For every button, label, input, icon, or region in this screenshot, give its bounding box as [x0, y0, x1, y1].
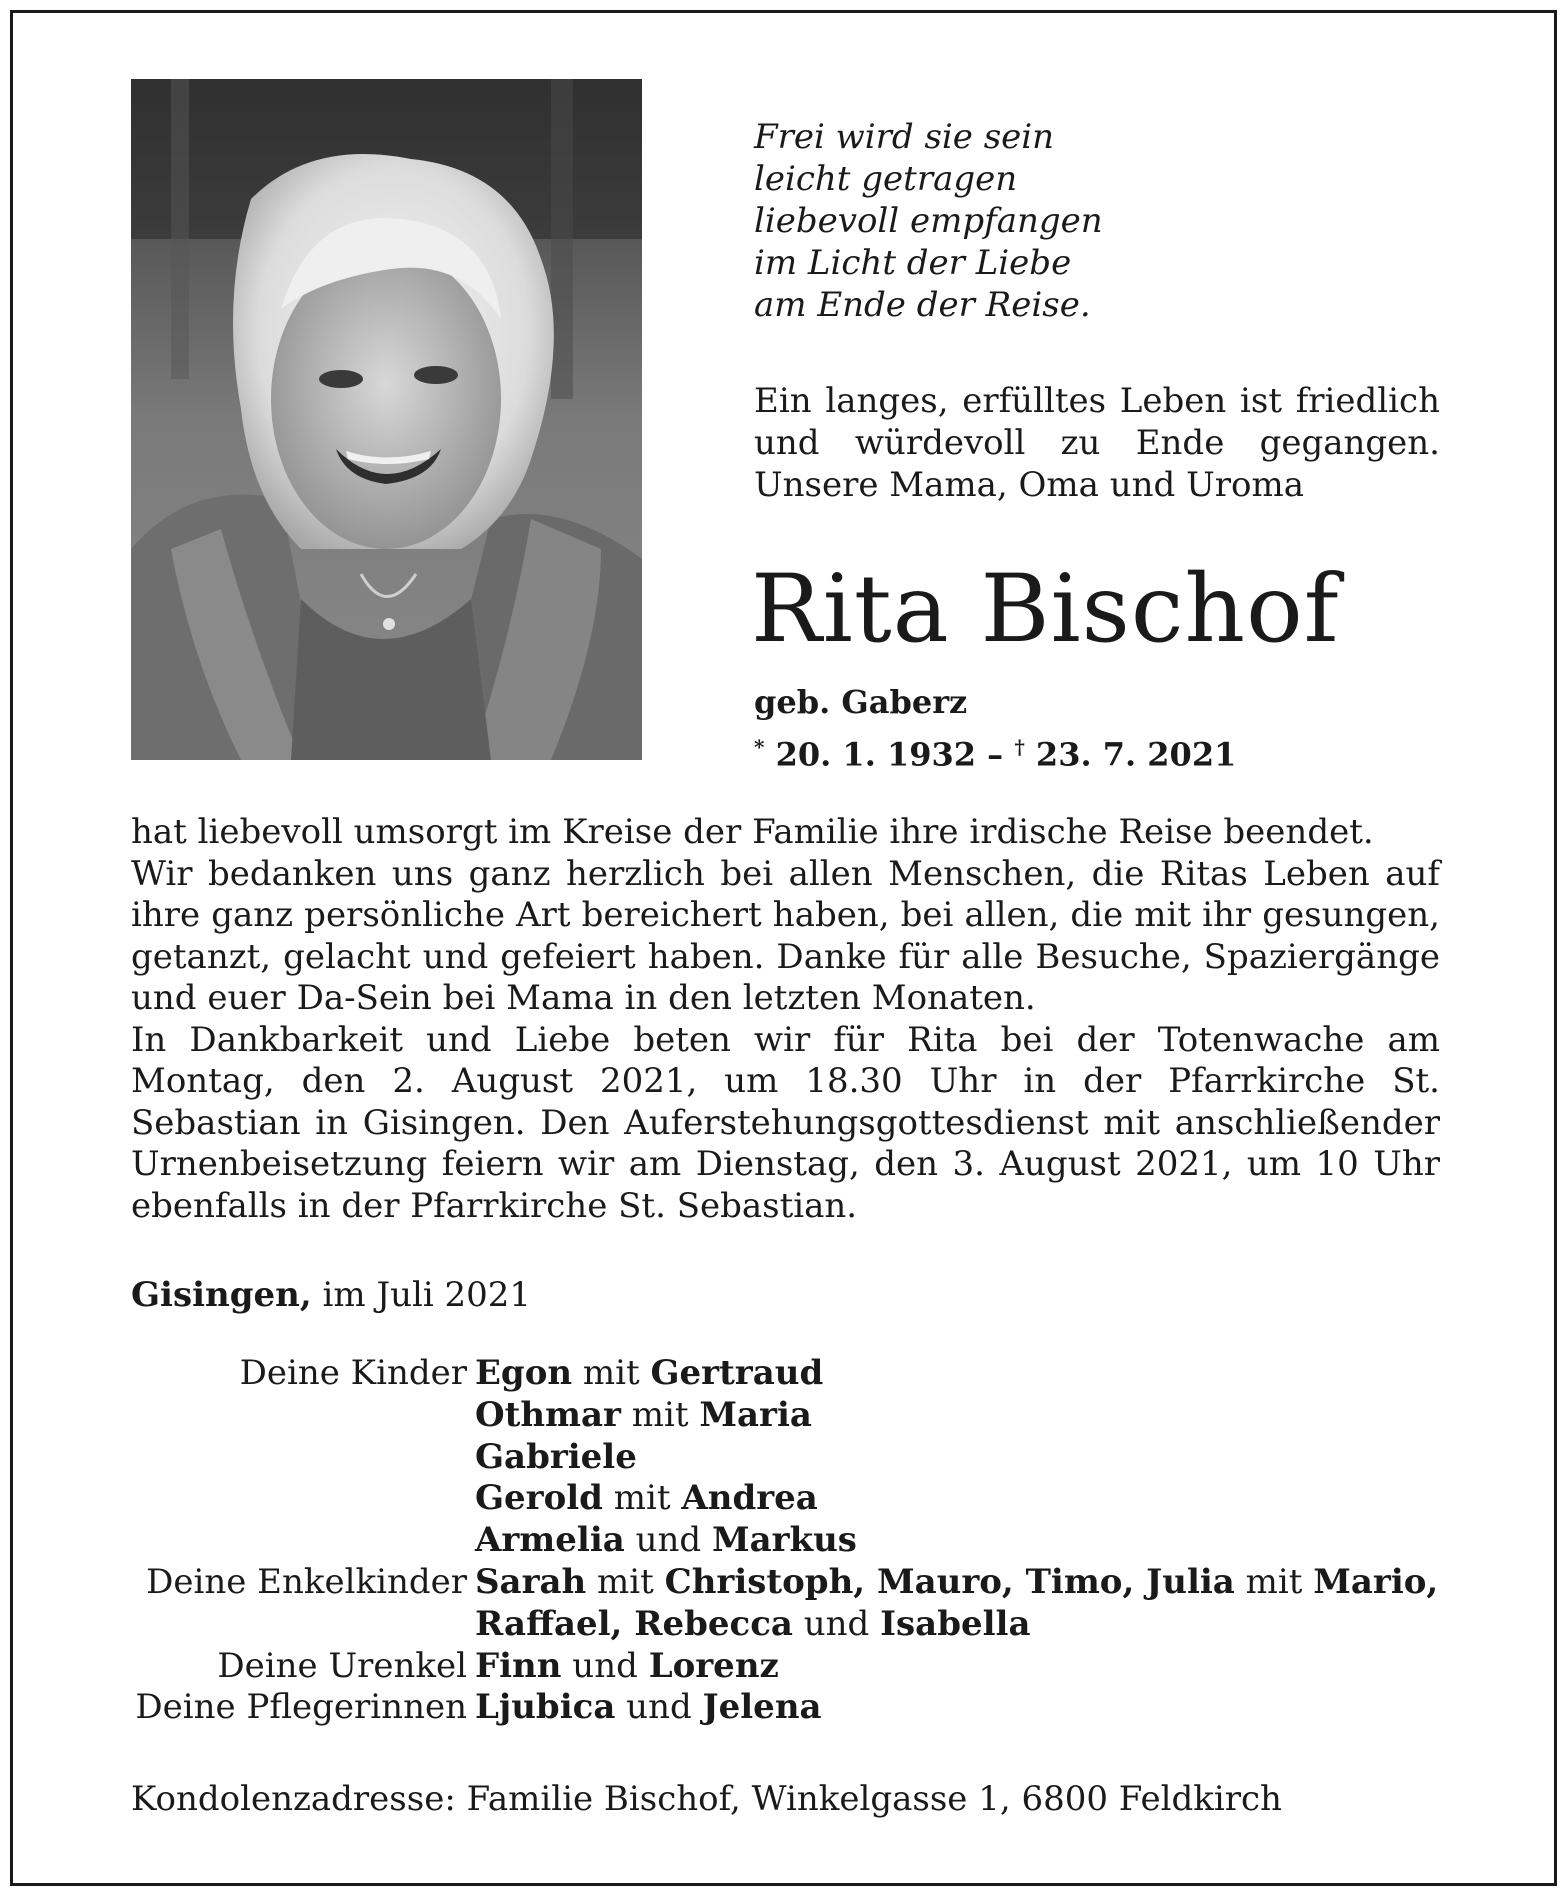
body-text: [131, 812, 1440, 1227]
family-connector: mit: [1234, 1561, 1314, 1602]
family-role-label: [131, 1437, 475, 1479]
birth-name: geb. Gaberz: [754, 683, 968, 721]
family-role-label: [131, 1478, 475, 1520]
family-member-name: Othmar: [475, 1394, 621, 1435]
family-names: [475, 1562, 1475, 1604]
condolence-address: Kondolenzadresse: Familie Bischof, Winkelgasse 1, 6800 Feldkirch: [131, 1779, 1282, 1819]
intro-text: Ein langes, erfülltes Leben ist friedlich und würdevoll zu Ende gegangen. Unsere Mama, Oma und Uroma: [754, 381, 1440, 505]
family-member-name: Jelena: [702, 1687, 822, 1728]
family-member-name: Markus: [711, 1520, 857, 1561]
place-date-line: [131, 1274, 531, 1316]
family-member-name: Ljubica: [475, 1687, 616, 1728]
family-names: [475, 1687, 1475, 1729]
family-member-name: Mario,: [1313, 1561, 1439, 1602]
date-separator: –: [987, 735, 1004, 774]
body-paragraph: In Dankbarkeit und Liebe beten wir für Rita bei der Totenwache am Montag, den 2. August 2021, um 18.30 Uhr in der Pfarrkirche St. Sebastian in Gisingen. Den Auferstehungsgottesdienst mit anschließender Urnenbeisetzung feiern wir am Dienstag, den 3. August 2021, um 10 Uhr ebenfalls in der Pfarrkirche St. Sebastian.: [131, 1019, 1440, 1226]
family-member-name: Christoph, Mauro, Timo, Julia: [664, 1561, 1235, 1602]
family-role-label: Deine Pflegerinnen: [135, 1687, 467, 1728]
family-names: [475, 1604, 1475, 1646]
family-role-label: Deine Kinder: [239, 1353, 467, 1393]
family-connector: mit: [602, 1478, 682, 1519]
family-connector: und: [561, 1645, 649, 1686]
body-paragraph: hat liebevoll umsorgt im Kreise der Familie ihre irdische Reise beendet.: [131, 812, 1374, 852]
portrait-image-icon: [131, 79, 642, 760]
family-member-name: Gertraud: [650, 1353, 824, 1393]
family-group-kinder-row: [131, 1353, 1475, 1395]
family-list: [131, 1353, 1475, 1729]
family-member-name: Lorenz: [648, 1645, 779, 1686]
family-member-name: Raffael, Rebecca: [475, 1603, 793, 1644]
family-role-label: [131, 1395, 475, 1437]
family-group-enkel-row: [131, 1604, 1475, 1646]
family-role-label: [131, 1604, 475, 1646]
life-dates: [754, 726, 1236, 776]
family-names: [475, 1395, 1475, 1437]
family-connector: mit: [620, 1394, 700, 1435]
family-group-enkel-row: [131, 1562, 1475, 1604]
family-member-name: Gerold: [475, 1478, 603, 1519]
family-connector: mit: [586, 1561, 665, 1602]
family-member-name: Finn: [475, 1645, 562, 1686]
death-cross-icon: †: [1014, 735, 1025, 759]
family-connector: und: [624, 1520, 712, 1561]
family-member-name: Isabella: [880, 1603, 1031, 1644]
family-group-kinder-row: [131, 1520, 1475, 1562]
poem: Frei wird sie sein leicht getragen liebevoll empfangen im Licht der Liebe am Ende der Reise.: [754, 117, 1103, 325]
deceased-name: Rita Bischof: [751, 555, 1340, 664]
family-group-pfleger-row: [131, 1687, 1475, 1729]
birth-date: 20. 1. 1932: [775, 735, 977, 774]
family-connector: und: [792, 1603, 881, 1644]
family-connector: und: [615, 1687, 703, 1728]
family-group-kinder-row: [131, 1437, 1475, 1479]
family-names: [475, 1646, 1475, 1688]
family-member-name: Gabriele: [475, 1436, 637, 1477]
date-line: im Juli 2021: [322, 1275, 532, 1315]
family-member-name: Maria: [699, 1394, 812, 1435]
family-role-label: [131, 1520, 475, 1562]
family-names: [475, 1437, 1475, 1479]
family-member-name: Andrea: [681, 1478, 818, 1519]
family-names: [475, 1478, 1475, 1520]
place: Gisingen,: [131, 1275, 312, 1315]
family-role-label: Deine Enkelkinder: [146, 1561, 467, 1602]
family-role-label: Deine Urenkel: [217, 1645, 467, 1686]
body-paragraph: Wir bedanken uns ganz herzlich bei allen Menschen, die Ritas Leben auf ihre ganz persönliche Art bereichert haben, bei allen, die mit ihr gesungen, getanzt, gelacht und gefeiert haben. Danke für alle Besuche, Spaziergänge und euer Da-Sein bei Mama in den letzten Monaten.: [131, 853, 1440, 1018]
death-date: 23. 7. 2021: [1035, 735, 1237, 774]
family-group-kinder-row: [131, 1478, 1475, 1520]
family-connector: mit: [572, 1353, 651, 1393]
family-member-name: Armelia: [475, 1520, 625, 1561]
family-member-name: Sarah: [475, 1561, 587, 1602]
portrait-photo: [131, 79, 642, 760]
family-names: [475, 1520, 1475, 1562]
family-names: [475, 1353, 1475, 1395]
family-group-urenkel-row: [131, 1646, 1475, 1688]
family-member-name: Egon: [475, 1353, 573, 1393]
birth-star-icon: *: [754, 735, 765, 759]
family-group-kinder-row: [131, 1395, 1475, 1437]
